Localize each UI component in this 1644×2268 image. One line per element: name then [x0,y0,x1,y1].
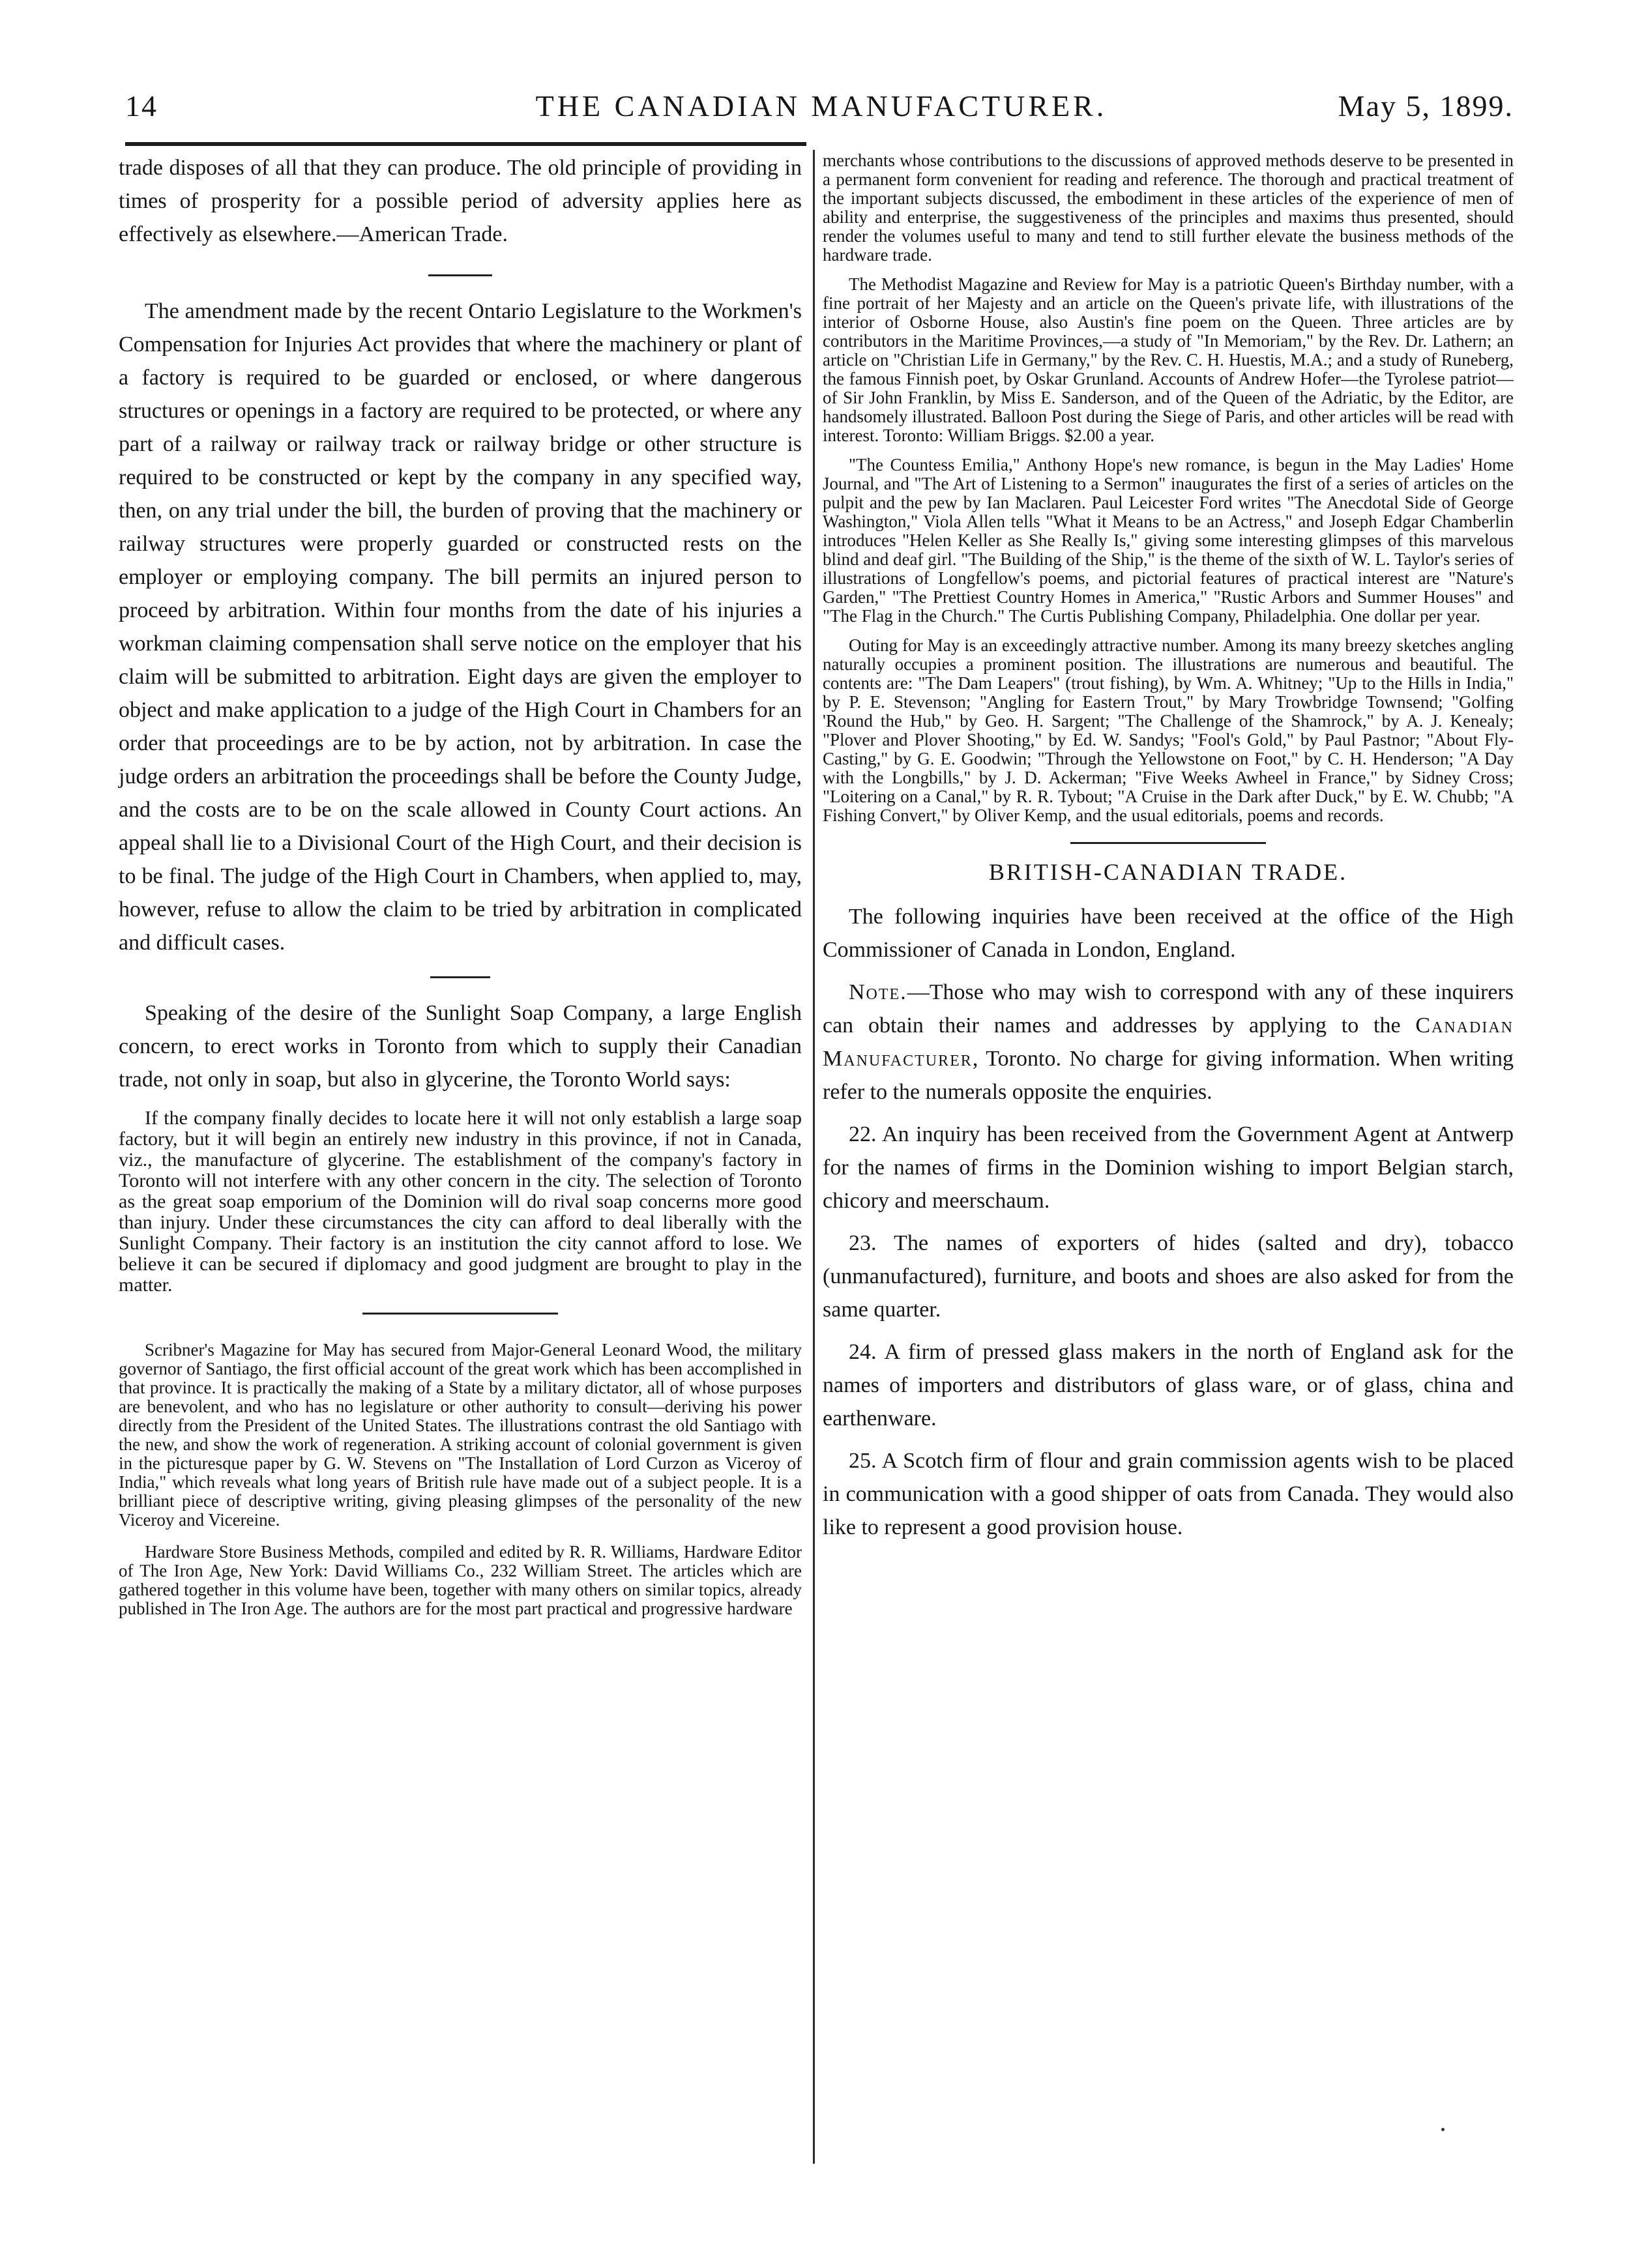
print-speck [1441,2128,1445,2131]
section-rule [428,274,492,276]
paragraph-methodist-magazine: The Methodist Magazine and Review for May is a patriotic Queen's Birthday number, with a fine portrait of her Majesty and an article on the Queen's private life, with illustrations of the interior of Osborne House, also Austin's fine poem on the Queen. Three articles are by contributors in the Maritime Provinces,—a study of "In Memoriam," by the Rev. Dr. Lathern; an article on "Christian Life in Germany," by the Rev. C. H. Huestis, M.A.; and a study of Runeberg, the famous Finnish poet, by Oskar Grunland. Accounts of Andrew Hofer—the Tyrolese patriot—of Sir John Franklin, by Miss E. Sanderson, and of the Queen of the Adriatic, by the Editor, are handsomely illustrated. Balloon Post during the Siege of Paris, and other articles will be read with interest. Toronto: William Briggs. $2.00 a year. [823,274,1514,445]
page-number: 14 [125,89,158,123]
section-heading: BRITISH-CANADIAN TRADE. [988,859,1348,885]
paragraph-sunlight-soap: Speaking of the desire of the Sunlight Soap Company, a large English concern, to erect works in Toronto from which to supply their Canadian trade, not only in soap, but also in glycerine, the Toronto World says: [119,1001,802,1092]
paragraph-note [823,976,1514,1109]
enquiry-24: 24. A firm of pressed glass makers in the north of England ask for the names of importers and distributors of glass ware, or of glass, china and earthenware. [823,1340,1514,1431]
enquiry-22: 22. An inquiry has been received from the Government Agent at Antwerp for the names of firms in the Dominion wishing to import Belgian starch, chicory and meerschaum. [823,1122,1514,1213]
issue-date: May 5, 1899. [1338,89,1514,123]
section-rule [430,976,490,978]
enquiry-25: 25. A Scotch firm of flour and grain commission agents wish to be placed in communication with a good shipper of oats from Canada. They would also like to represent a good provision house. [823,1449,1514,1539]
paragraph-inquiries-intro: The following inquiries have been received at the office of the High Commissioner of Canada in London, England. [823,905,1514,962]
paragraph-hardware-continued: merchants whose contributions to the discussions of approved methods deserve to be presented in a permanent form convenient for reading and reference. The thorough and practical treatment of the important subjects discussed, the embodiment in these articles of the experience of men of ability and enterprise, the suggestiveness of the principles and maxims thus presented, should render the volumes useful to many and tend to still further elevate the business methods of the hardware trade. [823,151,1514,265]
paragraph-scribners: Scribner's Magazine for May has secured from Major-General Leonard Wood, the military governor of Santiago, the first official account of the great work which has been accomplished in that province. It is practically the making of a State by a military dictator, all of whose purposes are benevolent, and who has no legislature or other authority to consult—deriving his power directly from the President of the United States. The illustrations contrast the old Santiago with the new, and show the work of regeneration. A striking account of colonial government is given in the picturesque paper by G. W. Stevens on "The Installation of Lord Curzon as Viceroy of India," which reveals what long years of British rule have made out of a subject people. It is a brilliant piece of descriptive writing, giving pleasing glimpses of the personality of the new Viceroy and Vicereine. [119,1340,802,1530]
enquiry-23: 23. The names of exporters of hides (salted and dry), tobacco (unmanufactured), furniture, and boots and shoes are also asked for from the same quarter. [823,1231,1514,1322]
note-text-b: , Toronto. No charge for giving information. When writing refer to the numerals opposite the enquiries. [823,1047,1514,1104]
paragraph-hardware-methods: Hardware Store Business Methods, compiled and edited by R. R. Williams, Hardware Editor of The Iron Age, New York: David Williams Co., 232 William Street. The articles which are gathered together in this volume have been, together with many others on similar topics, already published in The Iron Age. The authors are for the most part practical and progressive hardware [119,1542,802,1618]
note-text-a: —Those who may wish to correspond with any of these inquirers can obtain their names and addresses by applying to the [823,980,1514,1038]
publication-title: THE CANADIAN MANUFACTURER. [535,89,1108,123]
page-header [117,89,1525,141]
quotation-toronto-world: If the company finally decides to locate here it will not only establish a large soap factory, but it will begin an entirely new industry in this province, if not in Canada, viz., the manufacture of glycerine. The establishment of the company's factory in Toronto will not interfere with any other concern in the city. The selection of Toronto as the great soap emporium of the Dominion will do rival soap concerns more good than injury. Under these circumstances the city can afford to deal liberally with the Sunlight Company. Their factory is an institution the city cannot afford to lose. We believe it can be secured if diplomacy and good judgment are brought to play in the matter. [119,1107,802,1296]
section-rule [362,1313,558,1315]
header-rule [125,142,806,146]
left-column [119,151,802,1618]
column-divider [813,150,815,2164]
note-magazine-name: Canadian Manufacturer [823,1013,1514,1071]
section-rule [1070,842,1266,844]
paragraph-workmens-compensation: The amendment made by the recent Ontario Legislature to the Workmen's Compensation for Injuries Act provides that where the machinery or plant of a factory is required to be guarded or enclosed, or where dangerous structures or openings in a factory are required to be protected, or where any part of a railway or railway track or railway bridge or other structure is required to be constructed or kept by the company in any specified way, then, on any trial under the bill, the burden of proving that the machinery or railway structures were properly guarded or constructed rests on the employer or employing company. The bill permits an injured person to proceed by arbitration. Within four months from the date of his injuries a workman claiming compensation shall serve notice on the employer that his claim will be submitted to arbitration. Eight days are given the employer to object and make application to a judge of the High Court in Chambers for an order that proceedings are to be by action, not by arbitration. In case the judge orders an arbitration the proceedings shall be before the County Judge, and the costs are to be on the scale allowed in County Court actions. An appeal shall lie to a Divisional Court of the High Court, and their decision is to be final. The judge of the High Court in Chambers, when applied to, may, however, refuse to allow the claim to be tried by arbitration in complicated and difficult cases. [119,299,802,955]
paragraph-outing: Outing for May is an exceedingly attractive number. Among its many breezy sketches angling naturally occupies a prominent position. The illustrations are numerous and beautiful. The contents are: "The Dam Leapers" (trout fishing), by Wm. A. Whitney; "Up to the Hills in India," by P. E. Stevenson; "Angling for Eastern Trout," by Mary Trowbridge Townsend; "Golfing 'Round the Hub," by Geo. H. Sargent; "The Challenge of the Shamrock," by A. J. Kenealy; "Plover and Plover Shooting," by Ed. W. Sandys; "Fool's Gold," by Paul Pastnor; "About Fly-Casting," by G. E. Goodwin; "Through the Yellowstone on Foot," by C. H. Henderson; "A Day with the Longbills," by J. D. Ackerman; "Five Weeks Awheel in France," by Sidney Cross; "Loitering on a Canal," by R. R. Tybout; "A Cruise in the Dark after Duck," by E. W. Chubb; "A Fishing Convert," by Oliver Kemp, and the usual editorials, poems and records. [823,635,1514,825]
note-label: Note. [849,980,907,1004]
paragraph-ladies-home-journal: "The Countess Emilia," Anthony Hope's new romance, is begun in the May Ladies' Home Journal, and "The Art of Listening to a Sermon" inaugurates the first of a series of articles on the pulpit and the pew by Ian Maclaren. Paul Leicester Ford writes "The Anecdotal Side of George Washington," Viola Allen tells "What it Means to be an Actress," and Joseph Edgar Chamberlin introduces "Helen Keller as She Really Is," giving some interesting glimpses of this marvelous blind and deaf girl. "The Building of the Ship," is the theme of the sixth of W. L. Taylor's series of illustrations of Longfellow's poems, and pictorial features of practical interest are "Nature's Garden," "The Prettiest Country Homes in America," "Rustic Arbors and Summer Houses" and "The Flag in the Church." The Curtis Publishing Company, Philadelphia. One dollar per year. [823,455,1514,626]
paragraph-american-trade: trade disposes of all that they can produce. The old principle of providing in times of prosperity for a possible period of adversity applies here as effectively as elsewhere.—American Trade. [119,156,802,246]
right-column [823,151,1514,1544]
